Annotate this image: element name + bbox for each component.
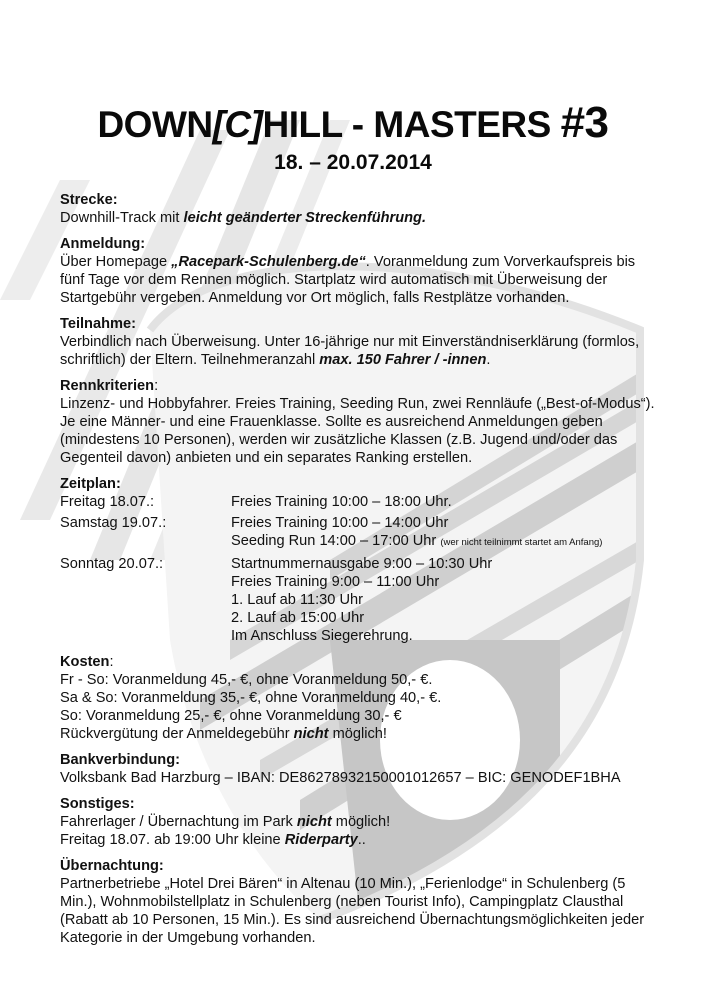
title-number: #3 — [560, 98, 609, 147]
heading-kosten — [60, 653, 660, 671]
schedule-events — [231, 493, 660, 511]
sonstiges-emphasis-1: nicht — [296, 814, 332, 830]
schedule-event: Freies Training 9:00 – 11:00 Uhr — [231, 574, 440, 590]
kosten-colon: : — [109, 654, 114, 670]
refund-prefix: Rückvergütung der Anmeldegebühr — [60, 726, 294, 742]
heading-teilnahme: Teilnahme: — [60, 316, 136, 332]
event-title — [0, 98, 706, 148]
title-bracket: [C] — [212, 104, 263, 145]
schedule-event: Freies Training 10:00 – 14:00 Uhr — [231, 515, 449, 531]
section-bankverbindung — [60, 751, 660, 787]
heading-anmeldung: Anmeldung: — [60, 236, 146, 252]
schedule-event-text: Seeding Run 14:00 – 17:00 Uhr — [231, 533, 441, 549]
rennkriterien-colon: : — [154, 378, 159, 394]
strecke-emphasis: leicht geänderter Streckenführung. — [183, 210, 427, 226]
heading-bankverbindung: Bankverbindung: — [60, 752, 180, 768]
homepage-link[interactable]: „Racepark-Schulenberg.de“ — [171, 254, 366, 270]
strecke-text — [60, 209, 660, 227]
schedule-event: Im Anschluss Siegerehrung. — [231, 628, 413, 644]
uebernachtung-line: Kategorie in der Umgebung vorhanden. — [60, 930, 316, 946]
rennkriterien-line: Linzenz- und Hobbyfahrer. Freies Training, Seeding Run, zwei Rennläufe („Best-of-Modus“). — [60, 396, 655, 412]
schedule-day-friday — [60, 493, 660, 511]
schedule-day-sunday — [60, 555, 660, 645]
schedule-event: Startnummernausgabe 9:00 – 10:30 Uhr — [231, 556, 493, 572]
heading-zeitplan: Zeitplan: — [60, 476, 121, 492]
teilnahme-suffix: . — [486, 352, 491, 368]
teilnahme-prefix: schriftlich) der Eltern. Teilnehmeranzahl — [60, 352, 320, 368]
sonstiges-suffix-1: möglich! — [331, 814, 391, 830]
teilnahme-line-1: Verbindlich nach Überweisung. Unter 16-jährige nur mit Einverständniserklärung (formlos, — [60, 334, 640, 350]
schedule-event-note: (wer nicht teilnimmt startet am Anfang) — [440, 537, 603, 548]
uebernachtung-line: Min.), Wohnmobilstellplatz in Schulenberg (neben Tourist Info), Campingplatz Clausthal — [60, 894, 624, 910]
schedule-day-saturday — [60, 514, 660, 552]
sonstiges-emphasis-2: Riderparty — [284, 832, 358, 848]
kosten-line: Fr - So: Voranmeldung 45,- €, ohne Voranmeldung 50,- €. — [60, 672, 433, 688]
sonstiges-prefix-2: Freitag 18.07. ab 19:00 Uhr kleine — [60, 832, 285, 848]
section-kosten — [60, 653, 660, 743]
schedule-day-label: Sonntag 20.07.: — [60, 556, 164, 572]
sonstiges-line-1 — [60, 813, 660, 831]
anmeldung-prefix: Über Homepage — [60, 254, 172, 270]
rennkriterien-line: Je eine Männer- und eine Frauenklasse. Sollte es ausreichend Anmeldungen geben — [60, 414, 603, 430]
teilnahme-emphasis: max. 150 Fahrer / -innen — [319, 352, 487, 368]
bank-details: Volksbank Bad Harzburg – IBAN: DE86278932150001012657 – BIC: GENODEF1BHA — [60, 770, 621, 786]
event-date: 18. – 20.07.2014 — [274, 151, 432, 174]
kosten-line: Sa & So: Voranmeldung 35,- €, ohne Voranmeldung 40,- €. — [60, 690, 442, 706]
kosten-heading-text: Kosten — [60, 654, 110, 670]
flyer-content — [60, 191, 660, 955]
schedule-event — [231, 532, 660, 552]
schedule-events — [231, 514, 660, 552]
section-zeitplan — [60, 475, 660, 645]
refund-suffix: möglich! — [328, 726, 387, 742]
schedule-event: 1. Lauf ab 11:30 Uhr — [231, 592, 363, 608]
refund-emphasis: nicht — [293, 726, 329, 742]
kosten-refund — [60, 725, 660, 743]
heading-uebernachtung: Übernachtung: — [60, 858, 164, 874]
rennkriterien-line: Gegenteil davon) anbieten und ein separates Ranking erstellen. — [60, 450, 473, 466]
kosten-line: So: Voranmeldung 25,- €, ohne Voranmeldung 30,- € — [60, 708, 402, 724]
schedule-day-label: Samstag 19.07.: — [60, 515, 167, 531]
sonstiges-suffix-2: .. — [357, 832, 366, 848]
schedule-event: 2. Lauf ab 15:00 Uhr — [231, 610, 365, 626]
section-sonstiges — [60, 795, 660, 849]
anmeldung-rest: . Voranmeldung zum Vorverkaufspreis bis — [365, 254, 636, 270]
heading-rennkriterien — [60, 377, 660, 395]
title-part-1: DOWN — [97, 104, 213, 145]
rennkriterien-line: (mindestens 10 Personen), werden wir zusätzliche Klassen (z.B. Jugend und/oder das — [60, 432, 618, 448]
sonstiges-line-2 — [60, 831, 660, 849]
schedule-event: Freies Training 10:00 – 18:00 Uhr. — [231, 494, 452, 510]
section-uebernachtung — [60, 857, 660, 947]
uebernachtung-line: (Rabatt ab 10 Personen, 15 Min.). Es sind ausreichend Übernachtungsmöglichkeiten jeder — [60, 912, 645, 928]
uebernachtung-line: Partnerbetriebe „Hotel Drei Bären“ in Altenau (10 Min.), „Ferienlodge“ in Schulenberg (5 — [60, 876, 626, 892]
heading-strecke: Strecke: — [60, 192, 118, 208]
anmeldung-line-2: fünf Tage vor dem Rennen möglich. Startplatz wird automatisch mit Überweisung der — [60, 272, 608, 288]
section-anmeldung — [60, 235, 660, 307]
anmeldung-line-1 — [60, 253, 660, 271]
section-rennkriterien — [60, 377, 660, 467]
schedule-day-label: Freitag 18.07.: — [60, 494, 155, 510]
anmeldung-line-3: Startgebühr vergeben. Anmeldung vor Ort möglich, falls Restplätze vorhanden. — [60, 290, 570, 306]
sonstiges-prefix-1: Fahrerlager / Übernachtung im Park — [60, 814, 297, 830]
schedule-events — [231, 555, 660, 645]
section-teilnahme — [60, 315, 660, 369]
strecke-prefix: Downhill-Track mit — [60, 210, 184, 226]
rennkriterien-heading-text: Rennkriterien — [60, 378, 155, 394]
teilnahme-line-2 — [60, 351, 660, 369]
section-strecke — [60, 191, 660, 227]
heading-sonstiges: Sonstiges: — [60, 796, 135, 812]
title-part-2: HILL - MASTERS — [262, 104, 561, 145]
